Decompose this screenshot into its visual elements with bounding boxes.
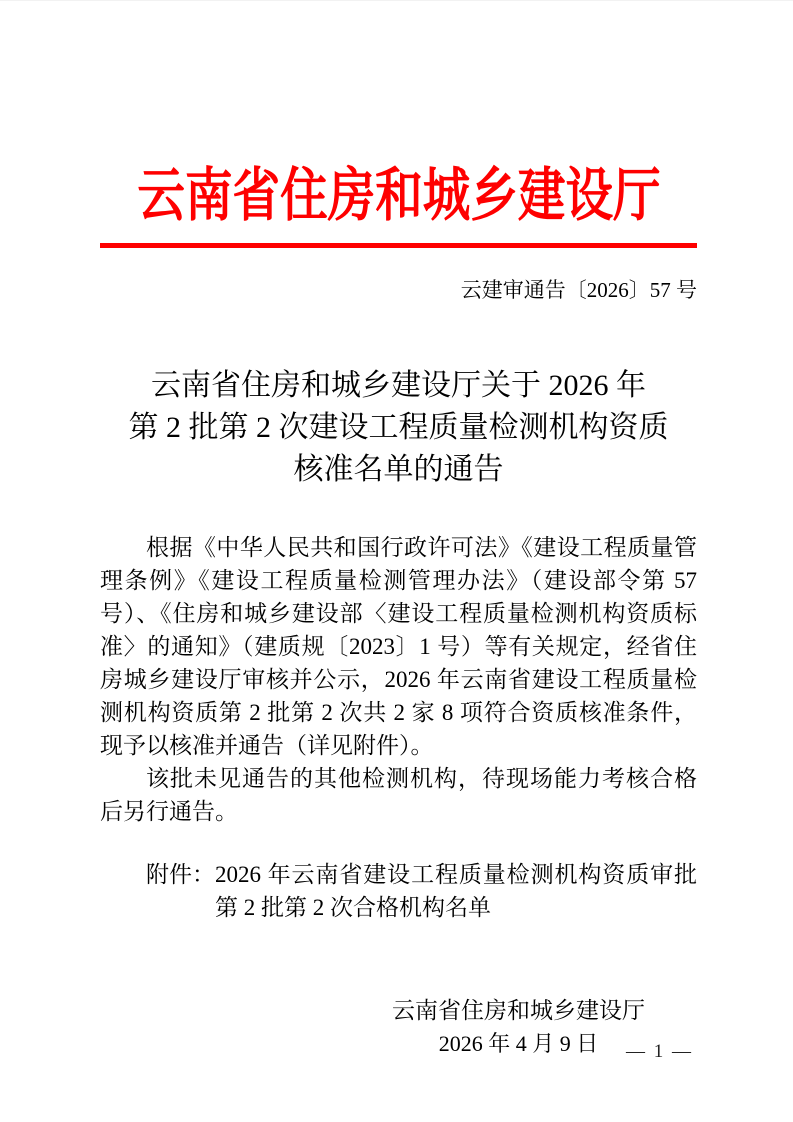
body-paragraph-1: 根据《中华人民共和国行政许可法》《建设工程质量管理条例》《建设工程质量检测管理办法》（建设部令第 57 号）、《住房和城乡建设部〈建设工程质量检测机构资质标准〉的通知》（建质规〔2023〕1 号）等有关规定，经省住房城乡建设厅审核并公示，2026 年云南省建设工程质量检测机构资质第 2 批第 2 次共 2 家 8 项符合资质核准条件，现予以核准并通告（详见附件）。 [100,535,697,759]
signature-date: 2026 年 4 月 9 日 [438,1031,599,1057]
agency-masthead: 云南省住房和城乡建设厅 [136,163,661,228]
signature-block [392,994,645,1060]
document-body [100,531,697,828]
page-number: — 1 — [626,1041,693,1062]
document-title [100,365,697,491]
title-line-3: 核准名单的通告 [293,453,504,487]
letterhead-rule [100,243,697,248]
attachment-title: 2026 年云南省建设工程质量检测机构资质审批第 2 批第 2 次合格机构名单 [215,862,697,921]
title-line-1: 云南省住房和城乡建设厅关于 2026 年 [151,369,646,403]
body-paragraph-2: 该批未见通告的其他检测机构，待现场能力考核合格后另行通告。 [100,766,697,825]
document-content [0,1,793,1060]
letterhead [100,163,697,228]
document-number: 云建审通告〔2026〕57 号 [460,277,697,302]
title-line-2: 第 2 批第 2 次建设工程质量检测机构资质 [128,411,669,445]
signature-issuer: 云南省住房和城乡建设厅 [392,998,645,1024]
attachment-label: 附件： [146,862,215,888]
attachment-section [100,858,697,924]
